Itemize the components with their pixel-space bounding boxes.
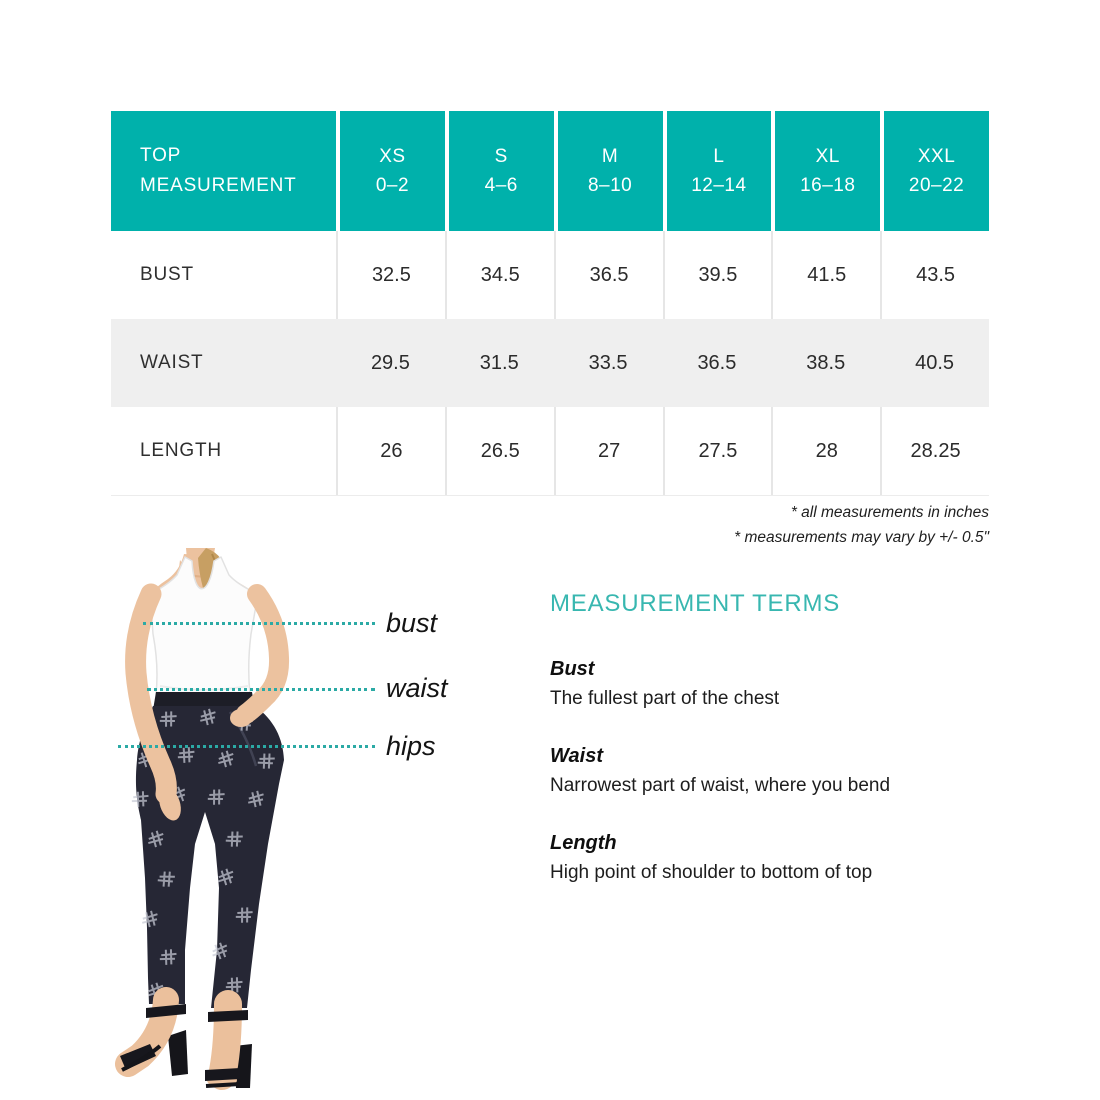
table-cell: 39.5 <box>663 231 772 319</box>
size-name: L <box>713 146 725 167</box>
table-row-bust <box>111 231 989 319</box>
size-name: S <box>494 146 508 167</box>
table-cell: 40.5 <box>915 351 955 374</box>
size-name: XS <box>379 146 406 167</box>
model-photo <box>88 548 348 1100</box>
bust-measure-line <box>143 622 375 625</box>
table-cell: 34.5 <box>445 231 554 319</box>
term-definition: The fullest part of the chest <box>550 688 780 709</box>
size-range: 0–2 <box>375 175 410 196</box>
table-cell: 27 <box>554 407 663 495</box>
col-header-xs <box>336 111 445 231</box>
measurement-terms <box>550 590 1020 919</box>
term-definition: High point of shoulder to bottom of top <box>550 862 873 883</box>
table-cell: 27.5 <box>663 407 772 495</box>
size-range: 4–6 <box>484 175 518 196</box>
hips-label: hips <box>386 731 436 761</box>
table-title-cell <box>111 111 336 231</box>
table-cell: 29.5 <box>370 351 410 374</box>
footnotes <box>111 500 989 550</box>
table-header-row <box>111 111 989 231</box>
col-header-xxl <box>880 111 989 231</box>
term-bust <box>550 658 1020 710</box>
table-cell: 43.5 <box>880 231 989 319</box>
table-cell: 36.5 <box>697 351 737 374</box>
row-label-length: LENGTH <box>140 440 222 461</box>
col-header-s <box>445 111 554 231</box>
size-name: XXL <box>917 146 956 167</box>
table-cell: 32.5 <box>336 231 445 319</box>
waist-measure-line <box>147 688 375 691</box>
table-row-waist <box>111 319 989 407</box>
footnote: * all measurements in inches <box>790 504 989 521</box>
term-name: Bust <box>550 658 595 680</box>
size-name: XL <box>815 146 840 167</box>
col-header-m <box>554 111 663 231</box>
hips-measure-line <box>118 745 375 748</box>
term-definition: Narrowest part of waist, where you bend <box>550 775 891 796</box>
table-cell: 36.5 <box>554 231 663 319</box>
col-header-xl <box>771 111 880 231</box>
table-cell: 28.25 <box>880 407 989 495</box>
row-label-waist: WAIST <box>140 352 204 373</box>
model-sandals <box>120 1000 252 1088</box>
size-chart-table <box>111 111 989 496</box>
size-range: 12–14 <box>691 175 747 196</box>
table-cell: 26 <box>336 407 445 495</box>
col-header-l <box>663 111 772 231</box>
size-range: 20–22 <box>908 175 965 196</box>
size-range: 8–10 <box>587 175 633 196</box>
table-title-line: TOP <box>140 145 182 166</box>
table-cell: 26.5 <box>445 407 554 495</box>
table-row-length <box>111 407 989 495</box>
bust-label: bust <box>386 608 438 638</box>
term-name: Length <box>550 832 617 854</box>
table-cell: 41.5 <box>771 231 880 319</box>
table-cell: 38.5 <box>806 351 846 374</box>
term-name: Waist <box>550 745 603 767</box>
term-waist <box>550 745 1020 797</box>
term-length <box>550 832 1020 884</box>
table-title-line: MEASUREMENT <box>140 175 297 196</box>
table-cell: 28 <box>771 407 880 495</box>
terms-heading: MEASUREMENT TERMS <box>550 590 841 617</box>
size-name: M <box>601 146 619 167</box>
row-label-bust: BUST <box>140 264 194 285</box>
footnote: * measurements may vary by +/- 0.5" <box>734 529 989 546</box>
table-cell: 33.5 <box>588 351 628 374</box>
size-range: 16–18 <box>800 175 856 196</box>
table-cell: 31.5 <box>479 351 519 374</box>
waist-label: waist <box>386 673 448 703</box>
